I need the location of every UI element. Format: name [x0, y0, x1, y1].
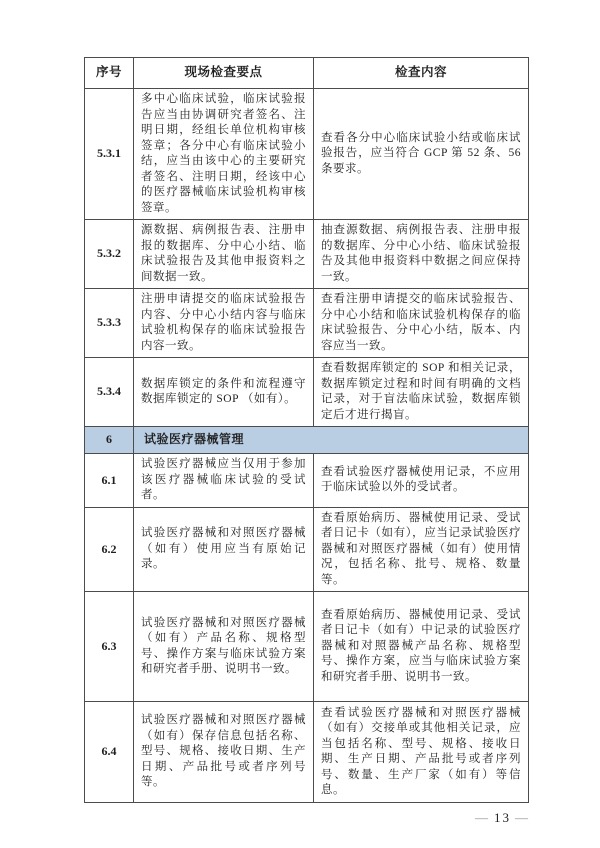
table-row: [85, 220, 529, 289]
section-number-cell: 6: [85, 427, 134, 454]
row-number-cell: 5.3.4: [85, 358, 134, 427]
section-header-row: [85, 427, 529, 454]
inspection-content-cell: 查看注册申请提交的临床试验报告、分中心小结和临床试验机构保存的临床试验报告、分中心小结，版本、内容应当一致。: [314, 289, 529, 358]
row-number-cell: 5.3.2: [85, 220, 134, 289]
inspection-point-cell: 源数据、病例报告表、注册申报的数据库、分中心小结、临床试验报告及其他申报资料之间数据一致。: [134, 220, 314, 289]
page-number-value: 13: [494, 810, 511, 825]
inspection-point-cell: 试验医疗器械和对照医疗器械（如有）使用应当有原始记录。: [134, 507, 314, 592]
inspection-content-cell: 查看试验医疗器械使用记录，不应用于临床试验以外的受试者。: [314, 454, 529, 508]
table-header-row: [85, 58, 529, 89]
inspection-point-cell: 注册申请提交的临床试验报告内容、分中心小结内容与临床试验机构保存的临床试验报告内容一致。: [134, 289, 314, 358]
footer-left-dash: —: [475, 810, 490, 825]
row-number-cell: 6.3: [85, 592, 134, 702]
table-row: [85, 702, 529, 803]
inspection-content-cell: 抽查源数据、病例报告表、注册申报的数据库、分中心小结、临床试验报告及其他申报资料中数据之间应保持一致。: [314, 220, 529, 289]
section-title-cell: 试验医疗器械管理: [134, 427, 529, 454]
inspection-point-cell: 试验医疗器械和对照医疗器械（如有）保存信息包括名称、型号、规格、接收日期、生产日期、产品批号或者序列号等。: [134, 702, 314, 803]
table-row: [85, 358, 529, 427]
inspection-checklist-table: [84, 57, 529, 803]
inspection-content-cell: 查看各分中心临床试验小结或临床试验报告，应当符合 GCP 第 52 条、56 条要求。: [314, 89, 529, 220]
header-现场检查要点: 现场检查要点: [134, 58, 314, 89]
row-number-cell: 6.2: [85, 507, 134, 592]
table-row: [85, 507, 529, 592]
inspection-point-cell: 试验医疗器械和对照医疗器械（如有）产品名称、规格型号、操作方案与临床试验方案和研究者手册、说明书一致。: [134, 592, 314, 702]
inspection-content-cell: 查看原始病历、器械使用记录、受试者日记卡（如有）中记录的试验医疗器械和对照器械产品名称、规格型号、操作方案，应当与临床试验方案和研究者手册、说明书一致。: [314, 592, 529, 702]
table-row: [85, 454, 529, 508]
inspection-content-cell: 查看试验医疗器械和对照医疗器械（如有）交接单或其他相关记录，应当包括名称、型号、规格、接收日期、生产日期、产品批号或者序列号、数量、生产厂家（如有）等信息。: [314, 702, 529, 803]
row-number-cell: 6.1: [85, 454, 134, 508]
row-number-cell: 6.4: [85, 702, 134, 803]
inspection-point-cell: 多中心临床试验，临床试验报告应当由协调研究者签名、注明日期，经组长单位机构审核签章；各分中心有临床试验小结，应当由该中心的主要研究者签名、注明日期，经该中心的医疗器械临床试验机构审核签章。: [134, 89, 314, 220]
header-序号: 序号: [85, 58, 134, 89]
row-number-cell: 5.3.1: [85, 89, 134, 220]
inspection-content-cell: 查看原始病历、器械使用记录、受试者日记卡（如有），应当记录试验医疗器械和对照医疗器械（如有）使用情况，包括名称、批号、规格、数量等。: [314, 507, 529, 592]
row-number-cell: 5.3.3: [85, 289, 134, 358]
table-row: [85, 592, 529, 702]
table-row: [85, 289, 529, 358]
header-检查内容: 检查内容: [314, 58, 529, 89]
inspection-point-cell: 数据库锁定的条件和流程遵守数据库锁定的 SOP （如有）。: [134, 358, 314, 427]
footer-right-dash: —: [515, 810, 530, 825]
inspection-point-cell: 试验医疗器械应当仅用于参加该医疗器械临床试验的受试者。: [134, 454, 314, 508]
table-row: [85, 89, 529, 220]
inspection-content-cell: 查看数据库锁定的 SOP 和相关记录，数据库锁定过程和时间有明确的文档记录，对于盲法临床试验，数据库锁定后才进行揭盲。: [314, 358, 529, 427]
page-number: [471, 810, 534, 826]
